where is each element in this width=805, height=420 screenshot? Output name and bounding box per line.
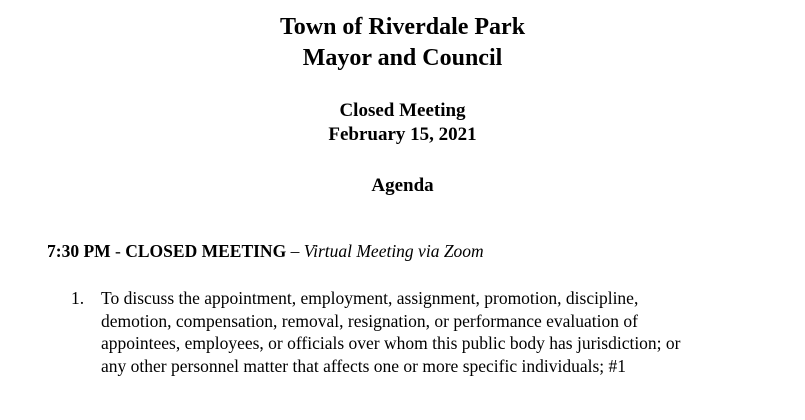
agenda-item-number: 1. [71,288,85,308]
agenda-item [47,287,767,377]
agenda-item-text-line: To discuss the appointment, employment, assignment, promotion, discipline, [101,288,639,308]
session-time: 7:30 PM [47,241,111,261]
agenda-list [47,287,767,377]
agenda-item-text-line: any other personnel matter that affects one or more specific individuals; #1 [101,355,626,376]
agenda-heading: Agenda [371,175,434,196]
session-line [47,240,484,262]
town-name: Town of Riverdale Park [279,14,526,40]
agenda-item-text-line: appointees, employees, or officials over whom this public body has jurisdiction; or [101,333,681,353]
meeting-date: February 15, 2021 [328,124,477,145]
session-location: Virtual Meeting via Zoom [303,241,484,261]
session-dash: – [286,241,304,261]
session-name: CLOSED MEETING [125,241,287,261]
agenda-item-text-line: demotion, compensation, removal, resignation, or performance evaluation of [101,310,638,331]
meeting-type: Closed Meeting [339,100,466,121]
session-separator: - [110,241,126,261]
governing-body: Mayor and Council [302,45,503,71]
